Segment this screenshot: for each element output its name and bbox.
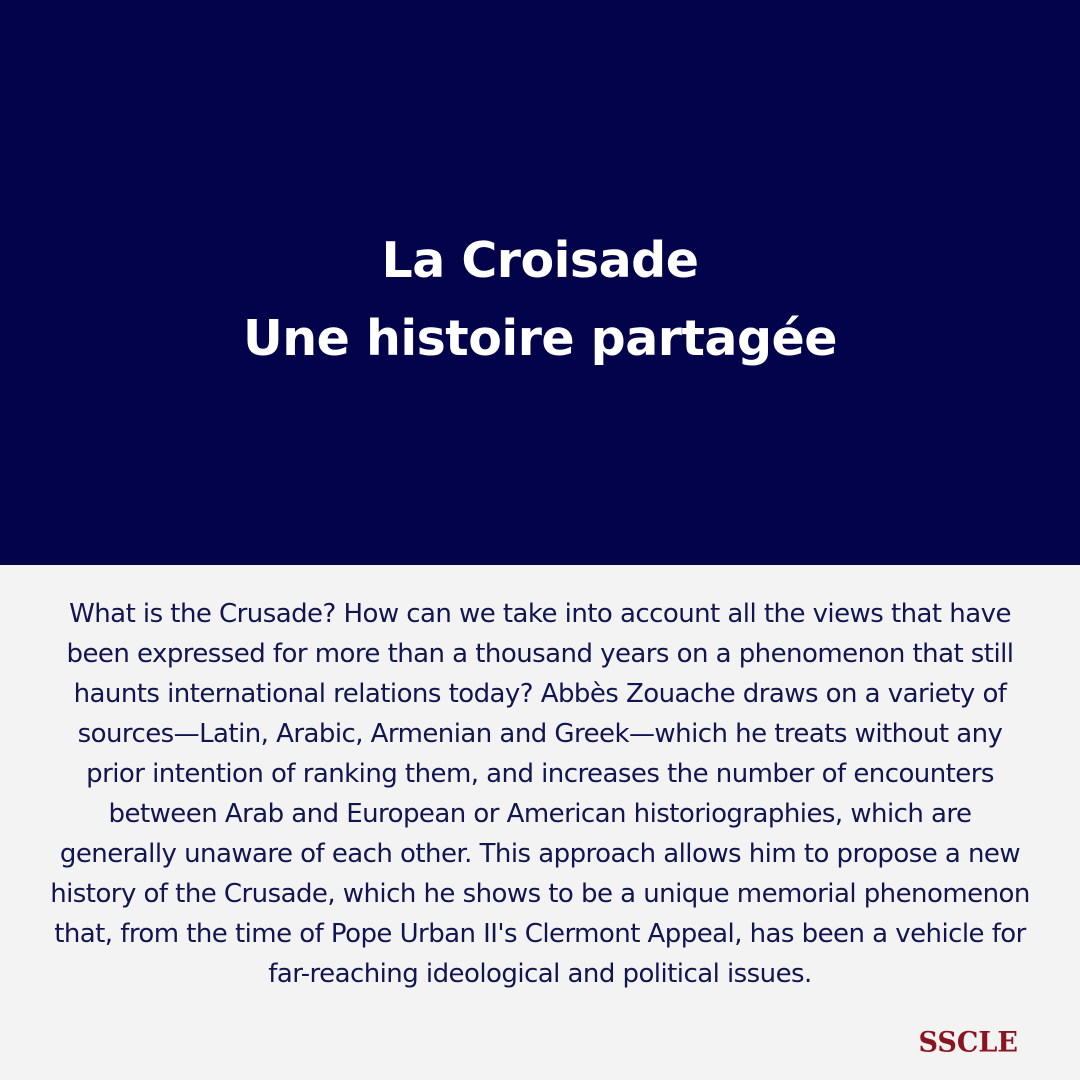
page-title: [0, 222, 1080, 378]
sscle-logo: SSCLE: [918, 1026, 1018, 1059]
title-line-2: Une histoire partagée: [243, 310, 837, 367]
title-line-1: La Croisade: [381, 232, 699, 289]
description-panel: [0, 565, 1080, 1080]
book-description: What is the Crusade? How can we take into account all the views that have been expressed for more than a thousand years on a phenomenon that still haunts international relations today? Abbès Zouache draws on a variety of sources—Latin, Arabic, Armenian and Greek—which he treats without any prior intention of ranking them, and increases the number of encounters between Arab and European or American historiographies, which are generally unaware of each other. This approach allows him to propose a new history of the Crusade, which he shows to be a unique memorial phenomenon that, from the time of Pope Urban II's Clermont Appeal, has been a vehicle for far-reaching ideological and political issues.: [50, 599, 1030, 989]
